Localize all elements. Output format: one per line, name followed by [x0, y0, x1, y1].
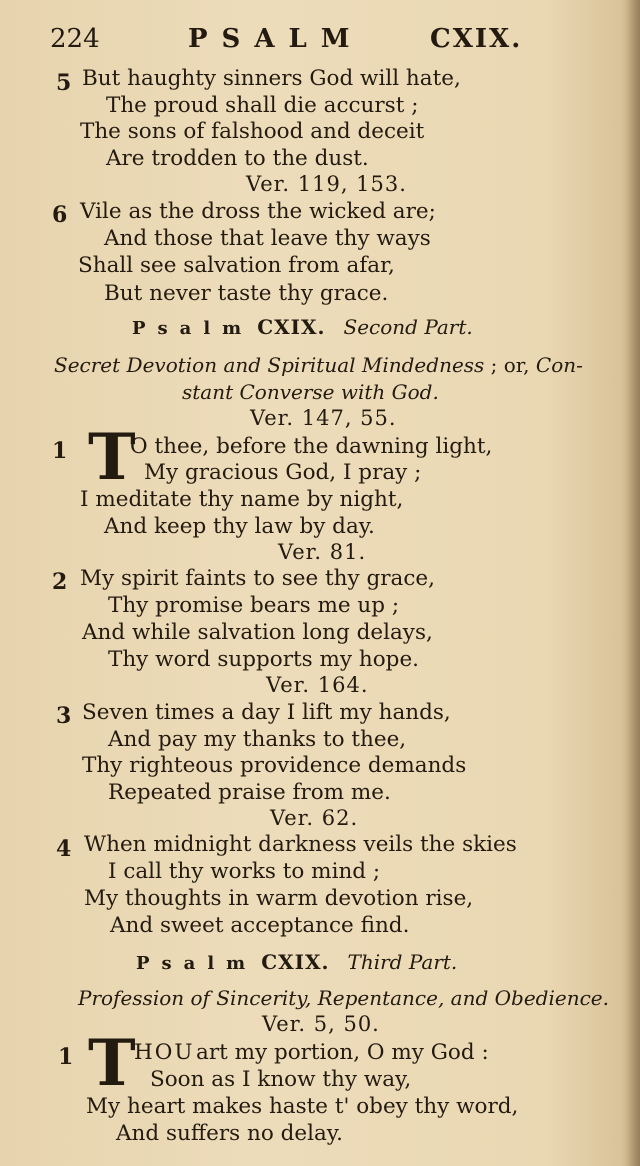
part-title-part: Second Part.	[343, 315, 473, 339]
verse-line: My gracious God, I pray ;	[144, 460, 422, 485]
verse-line: But haughty sinners God will hate,	[82, 66, 461, 91]
part-subtitle-line2: stant Converse with God.	[182, 380, 439, 404]
verse-line: Thy righteous providence demands	[82, 753, 467, 778]
part-title	[136, 952, 457, 973]
verse-line: I call thy works to mind ;	[108, 859, 381, 884]
verse-line: Vile as the dross the wicked are;	[80, 199, 436, 224]
verse-line: The sons of falshood and deceit	[80, 119, 425, 144]
part-title-part: Third Part.	[347, 950, 458, 974]
verse-line: Repeated praise from me.	[108, 780, 391, 805]
verse-reference: Ver. 147, 55.	[250, 406, 397, 430]
verse-line: And while salvation long delays,	[82, 620, 433, 645]
part-subtitle-line1	[54, 355, 583, 375]
verse-number: 1	[52, 438, 68, 464]
part-title	[132, 317, 473, 338]
subtitle-text: Secret Devotion and Spiritual Mindedness	[54, 353, 485, 377]
verse-line: And sweet acceptance find.	[110, 913, 410, 938]
verse-number: 6	[52, 202, 68, 228]
verse-line: My spirit faints to see thy grace,	[80, 566, 435, 591]
verse-line: O thee, before the dawning light,	[130, 434, 493, 459]
verse-line: Shall see salvation from afar,	[78, 253, 395, 278]
verse-line: I meditate thy name by night,	[80, 487, 404, 512]
verse-line: When midnight darkness veils the skies	[84, 832, 517, 857]
verse-line: Are trodden to the dust.	[106, 146, 369, 171]
verse-line: And those that leave thy ways	[104, 226, 431, 251]
verse-reference: Ver. 5, 50.	[262, 1012, 380, 1036]
part-title-psalm: Psalm	[136, 953, 258, 974]
verse-number: 4	[56, 836, 72, 862]
header-psalm-number: CXIX.	[430, 24, 523, 54]
verse-line: And keep thy law by day.	[104, 514, 375, 539]
header-title: PSALM	[188, 24, 364, 54]
verse-reference: Ver. 164.	[266, 673, 369, 697]
page-number: 224	[50, 24, 100, 54]
verse-reference: Ver. 81.	[278, 540, 367, 564]
part-title-number: CXIX.	[257, 315, 326, 339]
verse-line: art my portion, O my God :	[196, 1040, 489, 1065]
verse-number: 1	[58, 1044, 74, 1070]
running-header	[50, 24, 530, 60]
verse-line: Soon as I know thy way,	[150, 1067, 412, 1092]
drop-cap: T	[88, 420, 136, 495]
verse-line: Thy promise bears me up ;	[108, 593, 400, 618]
subtitle-or: ; or,	[490, 353, 530, 377]
part-title-psalm: Psalm	[132, 318, 254, 339]
verse-reference: Ver. 62.	[270, 806, 359, 830]
subtitle-con: Con-	[535, 353, 583, 377]
verse-line: And suffers no delay.	[116, 1121, 343, 1146]
verse-line: My heart makes haste t' obey thy word,	[86, 1094, 519, 1119]
part-subtitle: Profession of Sincerity, Repentance, and Obedience.	[78, 986, 609, 1010]
drop-cap: T	[88, 1026, 136, 1101]
verse-first-word: HOU	[134, 1040, 195, 1065]
verse-line: And pay my thanks to thee,	[108, 727, 407, 752]
verse-line: But never taste thy grace.	[104, 281, 389, 306]
page-gutter-shadow	[626, 0, 640, 1166]
verse-reference: Ver. 119, 153.	[246, 172, 407, 196]
verse-line: My thoughts in warm devotion rise,	[84, 886, 474, 911]
verse-line: The proud shall die accurst ;	[106, 93, 419, 118]
verse-line: Seven times a day I lift my hands,	[82, 700, 451, 725]
verse-number: 5	[56, 70, 72, 96]
verse-line: Thy word supports my hope.	[108, 647, 420, 672]
verse-number: 2	[52, 569, 68, 595]
part-title-number: CXIX.	[261, 950, 330, 974]
verse-number: 3	[56, 703, 72, 729]
